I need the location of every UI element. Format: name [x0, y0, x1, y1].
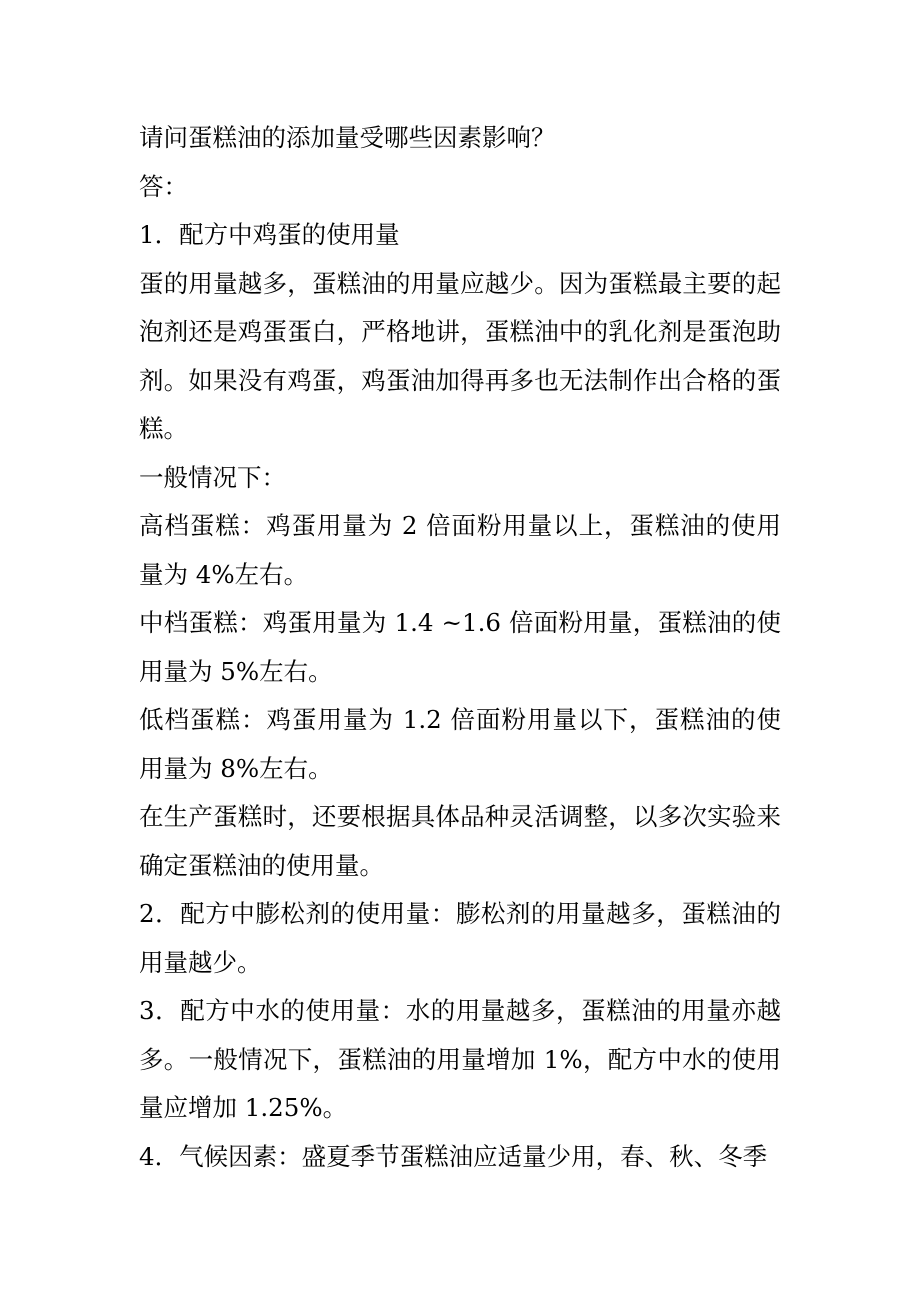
- adjustment-paragraph: 在生产蛋糕时，还要根据具体品种灵活调整，以多次实验来确定蛋糕油的使用量。: [139, 802, 781, 880]
- point-3-paragraph: 3．配方中水的使用量：水的用量越多，蛋糕油的用量亦越多。一般情况下，蛋糕油的用量增加 1%，配方中水的使用量应增加 1.25%。: [139, 996, 781, 1122]
- answer-label: 答：: [139, 171, 188, 201]
- general-case-label: 一般情况下：: [139, 462, 286, 492]
- point-4-paragraph: 4．气候因素：盛夏季节蛋糕油应适量少用，春、秋、冬季: [139, 1141, 768, 1171]
- egg-usage-paragraph: 蛋的用量越多，蛋糕油的用量应越少。因为蛋糕最主要的起泡剂还是鸡蛋蛋白，严格地讲，蛋糕油中的乳化剂是蛋泡助剂。如果没有鸡蛋，鸡蛋油加得再多也无法制作出合格的蛋糕。: [139, 268, 781, 443]
- point-1-heading: 1．配方中鸡蛋的使用量: [139, 220, 400, 249]
- question-heading: 请问蛋糕油的添加量受哪些因素影响？: [139, 123, 556, 152]
- point-2-paragraph: 2．配方中膨松剂的使用量：膨松剂的用量越多，蛋糕油的用量越少。: [139, 899, 781, 977]
- low-grade-cake-paragraph: 低档蛋糕：鸡蛋用量为 1.2 倍面粉用量以下，蛋糕油的使用量为 8%左右。: [139, 705, 781, 783]
- high-grade-cake-paragraph: 高档蛋糕：鸡蛋用量为 2 倍面粉用量以上，蛋糕油的使用量为 4%左右。: [139, 511, 781, 589]
- mid-grade-cake-paragraph: 中档蛋糕：鸡蛋用量为 1.4 ~1.6 倍面粉用量，蛋糕油的使用量为 5%左右。: [139, 608, 781, 686]
- document-body: [139, 114, 781, 1181]
